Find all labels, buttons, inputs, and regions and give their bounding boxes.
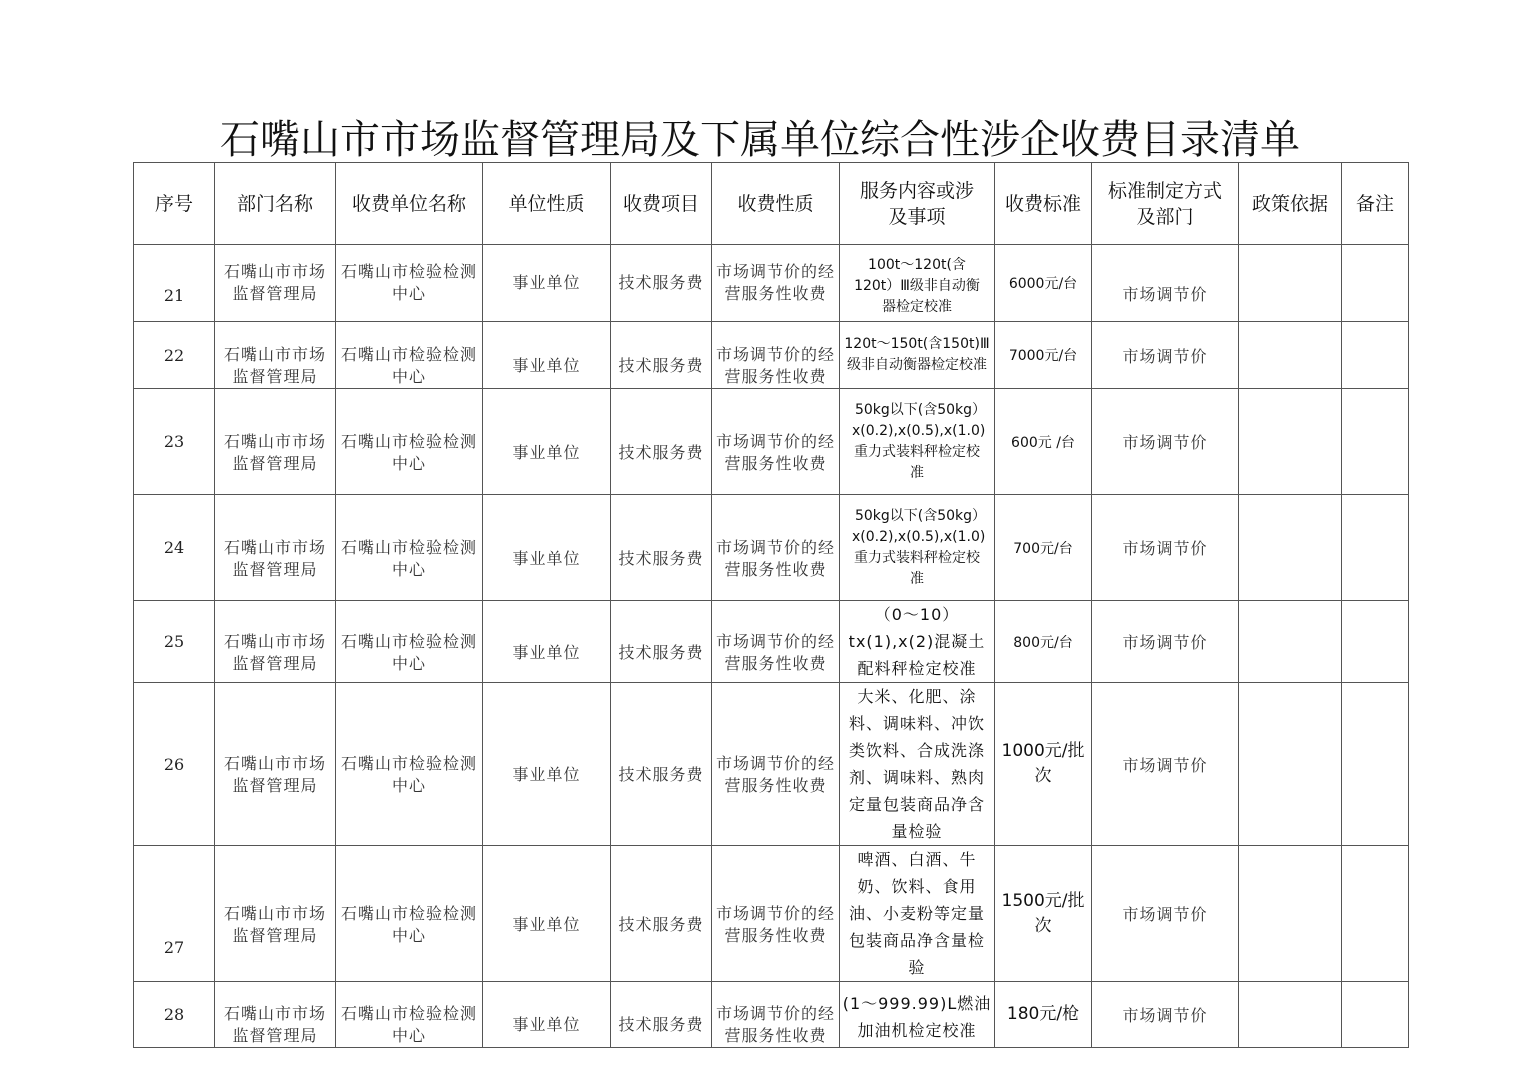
row-fee-type: 市场调节价的经营服务性收费 — [712, 601, 840, 683]
row-method: 市场调节价 — [1092, 245, 1239, 322]
row-service: （0～10）tx(1),x(2)混凝土配料秤检定校准 — [840, 601, 995, 683]
header-service: 服务内容或涉及事项 — [840, 163, 995, 245]
row-unit: 石嘴山市检验检测中心 — [336, 389, 483, 495]
row-item: 技术服务费 — [611, 846, 712, 982]
row-fee-type: 市场调节价的经营服务性收费 — [712, 846, 840, 982]
row-policy — [1239, 322, 1342, 389]
row-remark — [1342, 683, 1409, 846]
row-item: 技术服务费 — [611, 683, 712, 846]
row-policy — [1239, 982, 1342, 1048]
row-unit: 石嘴山市检验检测中心 — [336, 495, 483, 601]
row-nature: 事业单位 — [483, 322, 611, 389]
row-service: (1～999.99)L燃油加油机检定校准 — [840, 982, 995, 1048]
row-method: 市场调节价 — [1092, 495, 1239, 601]
row-method: 市场调节价 — [1092, 846, 1239, 982]
table-row — [134, 495, 1409, 601]
row-index: 27 — [134, 846, 215, 982]
row-department: 石嘴山市市场监督管理局 — [215, 245, 336, 322]
header-item: 收费项目 — [611, 163, 712, 245]
header-nature: 单位性质 — [483, 163, 611, 245]
row-standard: 6000元/台 — [995, 245, 1092, 322]
row-department: 石嘴山市市场监督管理局 — [215, 982, 336, 1048]
row-method: 市场调节价 — [1092, 601, 1239, 683]
page-title: 石嘴山市市场监督管理局及下属单位综合性涉企收费目录清单 — [220, 117, 1300, 163]
row-unit: 石嘴山市检验检测中心 — [336, 601, 483, 683]
row-remark — [1342, 322, 1409, 389]
row-standard: 1500元/批次 — [995, 846, 1092, 982]
row-index: 21 — [134, 245, 215, 322]
header-index: 序号 — [134, 163, 215, 245]
row-policy — [1239, 601, 1342, 683]
row-service: 100t～120t(含120t）Ⅲ级非自动衡器检定校准 — [840, 245, 995, 322]
table-row — [134, 322, 1409, 389]
header-fee-type: 收费性质 — [712, 163, 840, 245]
fee-catalog-table — [133, 162, 1409, 1048]
row-item: 技术服务费 — [611, 322, 712, 389]
row-item: 技术服务费 — [611, 601, 712, 683]
row-item: 技术服务费 — [611, 389, 712, 495]
table-row — [134, 245, 1409, 322]
row-method: 市场调节价 — [1092, 322, 1239, 389]
row-department: 石嘴山市市场监督管理局 — [215, 846, 336, 982]
row-index: 22 — [134, 322, 215, 389]
row-nature: 事业单位 — [483, 389, 611, 495]
table-row — [134, 389, 1409, 495]
row-policy — [1239, 245, 1342, 322]
row-method: 市场调节价 — [1092, 389, 1239, 495]
row-index: 28 — [134, 982, 215, 1048]
header-department: 部门名称 — [215, 163, 336, 245]
row-remark — [1342, 389, 1409, 495]
row-item: 技术服务费 — [611, 495, 712, 601]
row-unit: 石嘴山市检验检测中心 — [336, 683, 483, 846]
row-nature: 事业单位 — [483, 982, 611, 1048]
row-nature: 事业单位 — [483, 683, 611, 846]
row-unit: 石嘴山市检验检测中心 — [336, 245, 483, 322]
row-standard: 600元 /台 — [995, 389, 1092, 495]
row-item: 技术服务费 — [611, 245, 712, 322]
row-department: 石嘴山市市场监督管理局 — [215, 683, 336, 846]
row-unit: 石嘴山市检验检测中心 — [336, 846, 483, 982]
row-remark — [1342, 846, 1409, 982]
row-item: 技术服务费 — [611, 982, 712, 1048]
row-policy — [1239, 389, 1342, 495]
row-method: 市场调节价 — [1092, 683, 1239, 846]
row-service: 50kg以下(含50kg）x(0.2),x(0.5),x(1.0)重力式装料秤检定校准 — [840, 389, 995, 495]
row-fee-type: 市场调节价的经营服务性收费 — [712, 389, 840, 495]
row-unit: 石嘴山市检验检测中心 — [336, 982, 483, 1048]
table-header-row — [134, 163, 1409, 245]
row-nature: 事业单位 — [483, 245, 611, 322]
row-remark — [1342, 495, 1409, 601]
table-row — [134, 683, 1409, 846]
row-department: 石嘴山市市场监督管理局 — [215, 389, 336, 495]
header-standard: 收费标准 — [995, 163, 1092, 245]
row-fee-type: 市场调节价的经营服务性收费 — [712, 683, 840, 846]
row-index: 24 — [134, 495, 215, 601]
header-unit: 收费单位名称 — [336, 163, 483, 245]
row-remark — [1342, 601, 1409, 683]
header-remark: 备注 — [1342, 163, 1409, 245]
table-row — [134, 846, 1409, 982]
table-row — [134, 601, 1409, 683]
row-remark — [1342, 245, 1409, 322]
row-policy — [1239, 846, 1342, 982]
row-standard: 1000元/批次 — [995, 683, 1092, 846]
table-row — [134, 982, 1409, 1048]
row-unit: 石嘴山市检验检测中心 — [336, 322, 483, 389]
row-index: 23 — [134, 389, 215, 495]
row-department: 石嘴山市市场监督管理局 — [215, 601, 336, 683]
row-department: 石嘴山市市场监督管理局 — [215, 322, 336, 389]
row-service: 大米、化肥、涂料、调味料、冲饮类饮料、合成洗涤剂、调味料、熟肉定量包装商品净含量检验 — [840, 683, 995, 846]
row-policy — [1239, 495, 1342, 601]
header-policy: 政策依据 — [1239, 163, 1342, 245]
row-method: 市场调节价 — [1092, 982, 1239, 1048]
row-index: 26 — [134, 683, 215, 846]
row-nature: 事业单位 — [483, 495, 611, 601]
row-department: 石嘴山市市场监督管理局 — [215, 495, 336, 601]
row-index: 25 — [134, 601, 215, 683]
row-fee-type: 市场调节价的经营服务性收费 — [712, 322, 840, 389]
row-nature: 事业单位 — [483, 601, 611, 683]
row-fee-type: 市场调节价的经营服务性收费 — [712, 245, 840, 322]
row-fee-type: 市场调节价的经营服务性收费 — [712, 495, 840, 601]
row-standard: 7000元/台 — [995, 322, 1092, 389]
row-service: 50kg以下(含50kg）x(0.2),x(0.5),x(1.0)重力式装料秤检定校准 — [840, 495, 995, 601]
row-policy — [1239, 683, 1342, 846]
row-nature: 事业单位 — [483, 846, 611, 982]
row-service: 120t～150t(含150t)Ⅲ级非自动衡器检定校准 — [840, 322, 995, 389]
row-standard: 800元/台 — [995, 601, 1092, 683]
row-standard: 180元/枪 — [995, 982, 1092, 1048]
row-remark — [1342, 982, 1409, 1048]
header-method: 标准制定方式及部门 — [1092, 163, 1239, 245]
row-standard: 700元/台 — [995, 495, 1092, 601]
row-fee-type: 市场调节价的经营服务性收费 — [712, 982, 840, 1048]
row-service: 啤酒、白酒、牛奶、饮料、食用油、小麦粉等定量包装商品净含量检验 — [840, 846, 995, 982]
